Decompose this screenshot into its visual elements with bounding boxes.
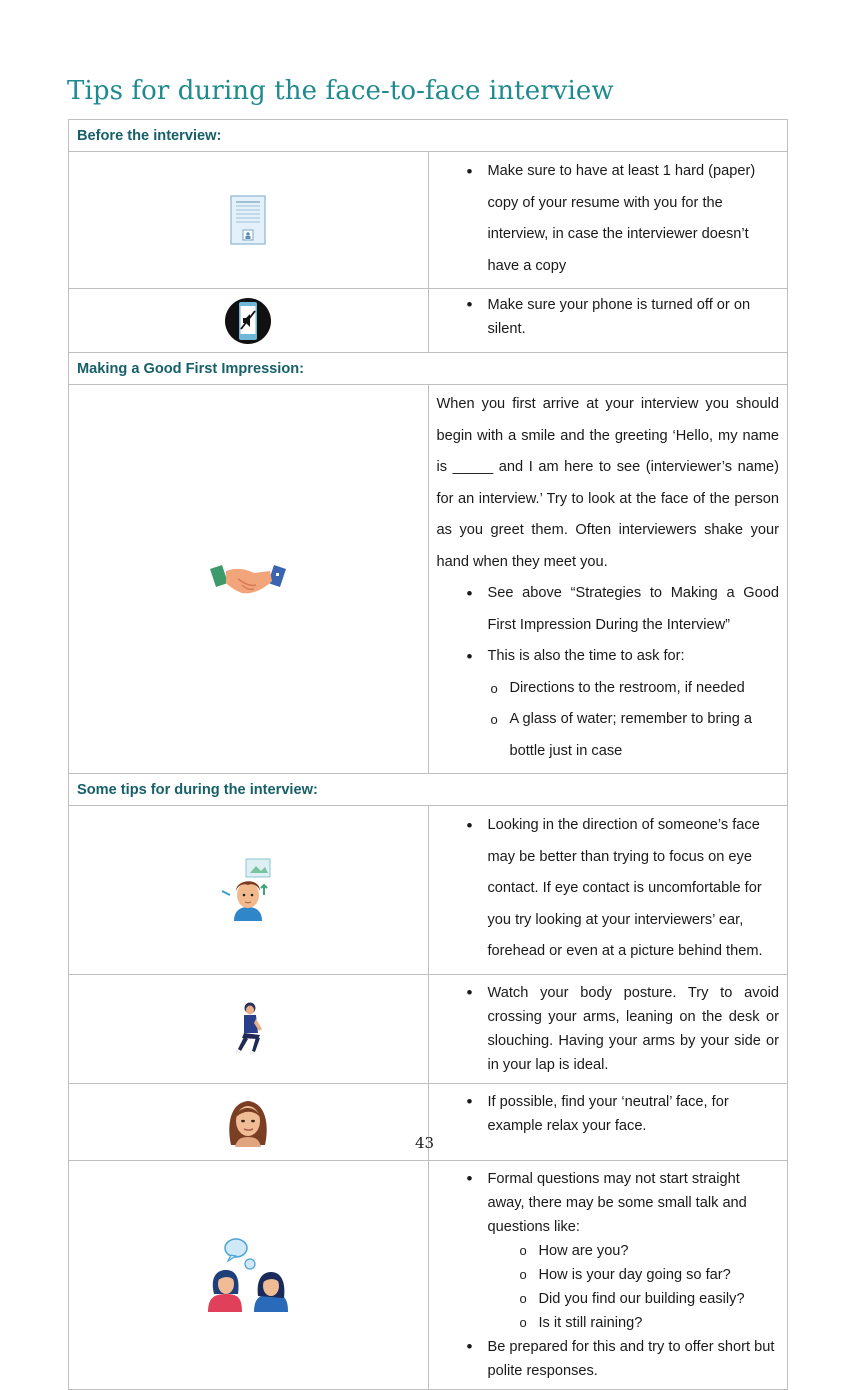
section-header-row — [69, 353, 788, 385]
seated-person-icon — [228, 1020, 268, 1036]
bullet-list — [437, 979, 780, 1077]
page-title: Tips for during the face-to-face interview — [67, 76, 614, 106]
bullet-list — [437, 1165, 780, 1239]
icon-cell — [69, 974, 429, 1083]
resume-document-icon — [230, 212, 266, 228]
section-heading-during: Some tips for during the interview: — [69, 774, 788, 806]
text-cell — [428, 385, 788, 774]
list-item: • This is also the time to ask for: — [437, 641, 780, 673]
bullet-list — [437, 1088, 780, 1138]
tips-table — [68, 119, 788, 1390]
text-cell — [428, 974, 788, 1083]
thinking-man-icon — [216, 882, 280, 898]
text-cell — [428, 806, 788, 975]
bullet-list — [437, 293, 780, 341]
section-header-row — [69, 774, 788, 806]
section-heading-before: Before the interview: — [69, 120, 788, 152]
two-women-talking-icon — [206, 1266, 290, 1282]
text-cell — [428, 152, 788, 289]
icon-cell — [69, 1160, 429, 1389]
list-item: o Did you find our building easily? — [437, 1287, 780, 1311]
sub-bullet-list — [437, 1239, 780, 1335]
list-item: • Watch your body posture. Try to avoid crossing your arms, leaning on the desk or slouching. Having your arms by your side or in your lap is ideal. — [437, 981, 780, 1077]
phone-silent-icon — [223, 312, 273, 328]
impression-paragraph: When you first arrive at your interview you should begin with a smile and the greeting ‘Hello, my name is _____ and I am here to see (interviewer’s name) for an interview.’ Try to look at the face of the person as you greet them. Often interviewers shake your hand when they meet you. — [436, 396, 779, 570]
icon-cell — [69, 289, 429, 353]
table-row — [69, 289, 788, 353]
list-item: • Looking in the direction of someone’s face may be better than trying to focus on eye contact. If eye contact is uncomfortable for you try looking at your interviewers’ ear, forehead or even at a picture behind them. — [437, 810, 780, 968]
icon-cell — [69, 806, 429, 975]
list-item: • Be prepared for this and try to offer short but polite responses. — [437, 1335, 780, 1383]
list-item: • See above “Strategies to Making a Good First Impression During the Interview” — [437, 578, 780, 641]
neutral-face-woman-icon — [225, 1113, 271, 1129]
table-row — [69, 385, 788, 774]
list-item: • Make sure your phone is turned off or on silent. — [437, 293, 780, 341]
bullet-list — [437, 810, 780, 968]
list-item: o How is your day going so far? — [437, 1263, 780, 1287]
bullet-list — [437, 1335, 780, 1383]
table-row — [69, 1160, 788, 1389]
list-item: • If possible, find your ‘neutral’ face, for example relax your face. — [437, 1090, 780, 1138]
table-row — [69, 974, 788, 1083]
sub-bullet-list — [437, 673, 780, 768]
text-cell — [428, 1160, 788, 1389]
page-number: 43 — [414, 1134, 435, 1152]
list-item: o How are you? — [437, 1239, 780, 1263]
list-item: o Directions to the restroom, if needed — [437, 673, 780, 705]
list-item: o A glass of water; remember to bring a bottle just in case — [437, 704, 780, 767]
section-header-row — [69, 120, 788, 152]
section-heading-impression: Making a Good First Impression: — [69, 353, 788, 385]
bullet-list — [437, 156, 780, 282]
list-item: • Formal questions may not start straight away, there may be some small talk and questions like: — [437, 1167, 780, 1239]
handshake-icon — [208, 571, 288, 587]
list-item: • Make sure to have at least 1 hard (paper) copy of your resume with you for the interview, in case the interviewer doesn’t have a copy — [437, 156, 780, 282]
icon-cell — [69, 385, 429, 774]
text-cell — [428, 289, 788, 353]
table-row — [69, 152, 788, 289]
list-item: o Is it still raining? — [437, 1311, 780, 1335]
table-row — [69, 806, 788, 975]
icon-cell — [69, 152, 429, 289]
bullet-list — [437, 578, 780, 673]
